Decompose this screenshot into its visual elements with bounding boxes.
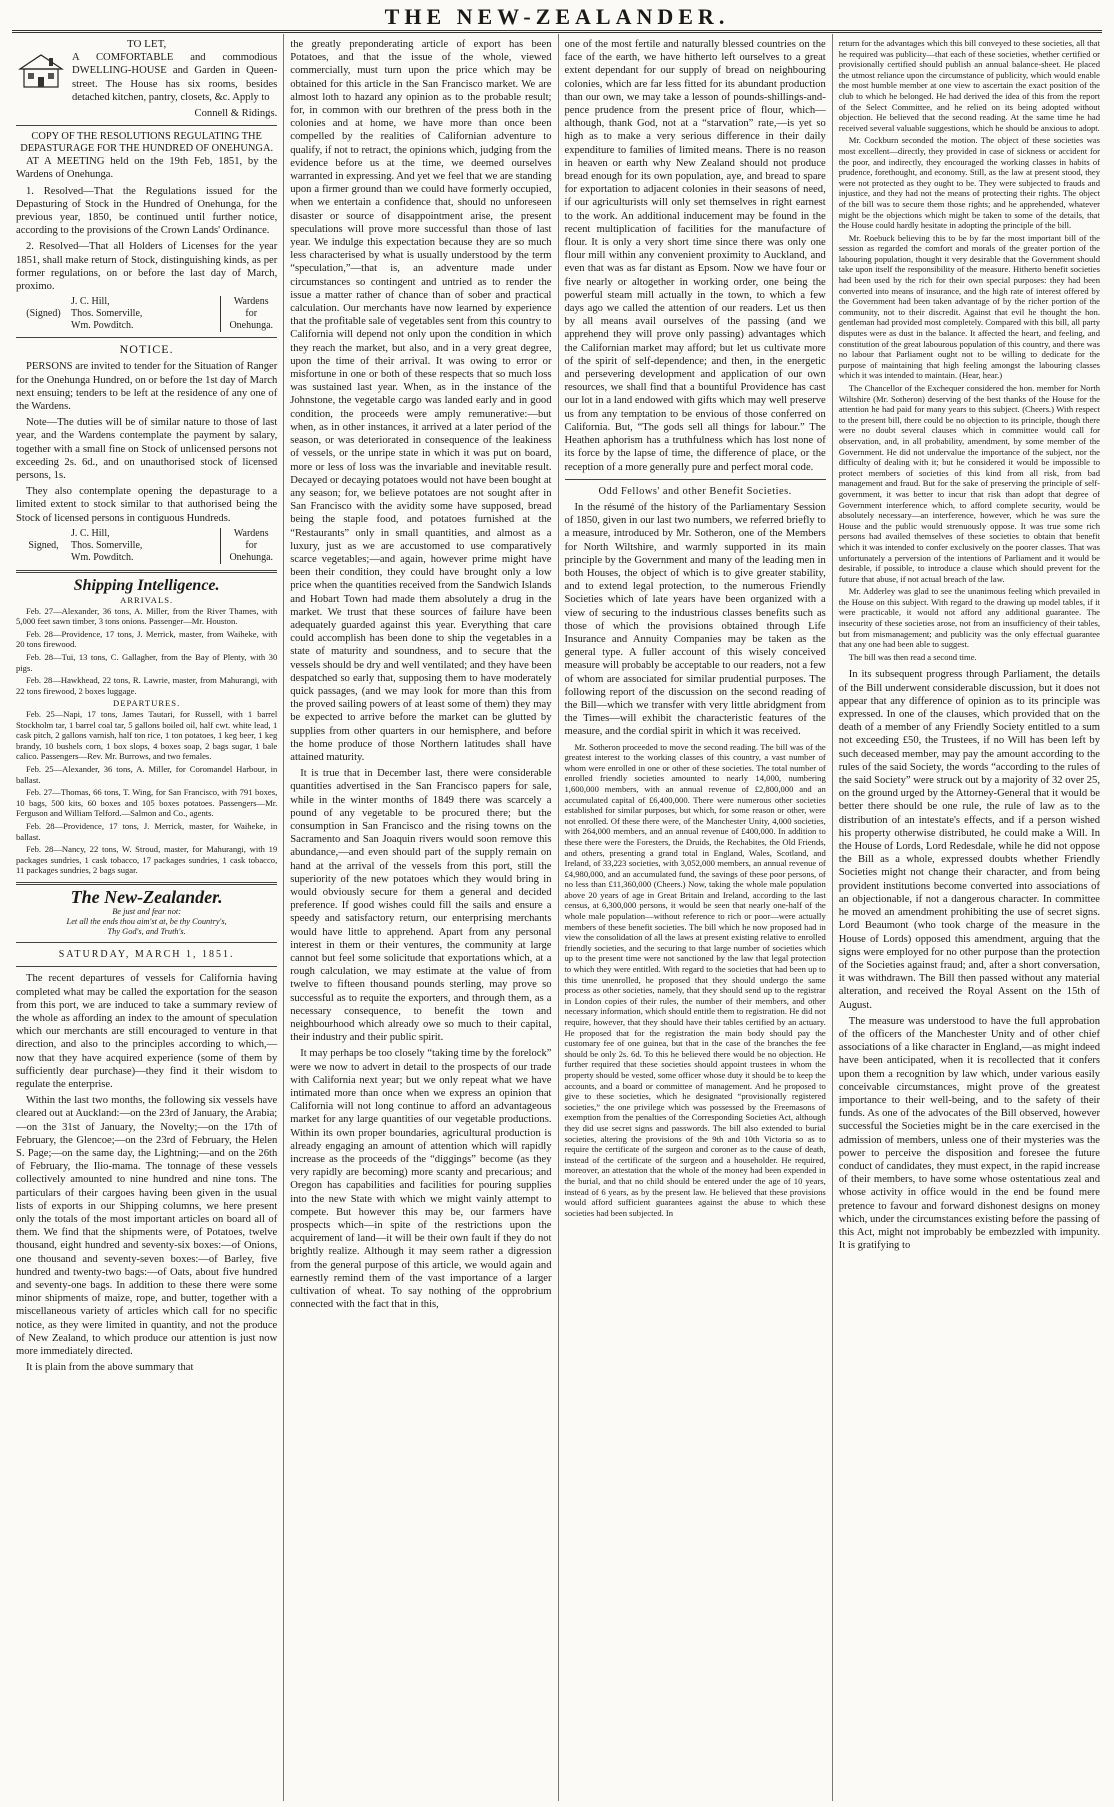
issue-date: SATURDAY, MARCH 1, 1851. (58, 949, 235, 961)
paper-title: The New-Zealander. (70, 886, 223, 907)
masthead: THE NEW-ZEALANDER. (384, 4, 730, 29)
editorial-para-2: Within the last two months, the following six vessels have cleared out at Auckland:—on the 23rd of January, the Arabia;—on the 31st of January, the Novelty;—on the 17th of February, the Glencoe;—on the 23rd of February, the Helen S. Page;—on the same day, the Lightning;—and on the 26th of February, the Ilio-mama. The tonnage of these vessels collectively amounted to nine hundred and nine tons. The particulars of their cargoes having been given in the usual lists of exports in our Shipping columns, we here present only the totals of the most important articles on board all of them. We find that the shipments were, of Potatoes, twelve thousand, eight hundred and seventy-six boxes:—of Onions, one thousand and seventy-seven boxes:—of Barley, five hundred and twenty-two bags:—of Oats, about five hundred and seventy-one bags. In addition to these there were some minor shipments of maize, rope, and butter, together with a miscellaneous variety of articles which call for no specific notice, as they were limited in quantity, and not the produce of New Zealand, to which produce our attention is just now more immediately directed. (16, 1095, 278, 1358)
column-4 (832, 34, 1106, 1801)
notice-para-2: Note—The duties will be of similar nature to those of last year, and the Wardens contemplate the payment by salary, together with a small fine on Stock of unlicensed persons not exceeding 2s. 6d., and on unauthorised stock of licensed persons, 1s. (16, 417, 278, 482)
list-item: Feb. 28—Tui, 13 tons, C. Gallagher, from the Bay of Plenty, with 30 pigs. (16, 652, 278, 673)
debate-para: Mr. Cockburn seconded the motion. The object of these societies was most excellent—directly, they provided in case of sickness or accident for the poor, and indirectly, they encouraged the working classes in habits of prudence, forethought, and economy. Still, as the law at present stood, they were not protected as they ought to be. They were subjected to frauds and injustice, and they had not the means of protecting their rights. The object of the bill was to secure them those rights; and he apprehended, whatever might be the objections which might be taken to some of the details, that the House could hardly hesitate in adopting the principle of the bill. (838, 135, 1100, 231)
to-let-body: A COMFORTABLE and commodious DWELLING-HOUSE and Garden in Queen-street. The House has six rooms, besides detached kitchen, pantry, closets, &c. Apply to (72, 52, 278, 103)
column-1 (10, 34, 283, 1801)
arrivals-list (16, 606, 277, 697)
editorial-para-1: The recent departures of vessels for California having completed what may be called the exportation for the season from this port, we are induced to take a summary review of the whole as affording an index to the amount of speculation which our merchants are still encouraged to venture in that direction, and also to the principles according to which,—now that they have acquired experience (some of them by sufficiently dear purchase)—they find it their wisdom to regulate the enterprise. (16, 973, 278, 1090)
editorial-para-6: It may perhaps be too closely “taking time by the forelock” were we now to advert in detail to the prospects of our trade with California next year; but we only repeat what we have intimated more than once when we express an opinion that California will not long continue to afford an advantageous market for any large quantities of our vegetable productions. Within its own proper boundaries, agricultural production is already engaging an amount of attention which will rapidly increase as the proceeds of the “diggings” become (as they very rapidly are becoming) more scanty and precarious; and Oregon has capabilities and facilities for pouring supplies into the new State with which we might vainly attempt to compete. But however this may be, our farmers have prospects which—in spite of the restrictions upon the acquirement of land—it will be their own fault if they do not brightly realize. Although it may seem rather a digression from the general purpose of this article, we would again and earnestly remind them of the vast importance of a larger cultivation of wheat. To say nothing of the opprobrium connected with the fact that in this, (290, 1048, 552, 1311)
wardens-signature-2: Signed, J. C. Hill, Thos. Somerville, Wm. Powditch. Wardens for Onehunga. (16, 528, 277, 564)
divider (16, 570, 277, 573)
departures-title: DEPARTURES. (113, 698, 181, 709)
list-item: Feb. 28—Providence, 17 tons, J. Merrick, master, from Waiheke, with 20 tons firewood. (16, 628, 278, 650)
notice-title: NOTICE. (119, 342, 174, 357)
debate-para: The bill was then read a second time. (848, 651, 977, 662)
oddfellows-para-1: In the résumé of the history of the Parliamentary Session of 1850, given in our last two numbers, we referred briefly to a measure, introduced by Mr. Sotheron, one of the Members for North Wiltshire, and warmly supported in its main principle by the Government and many of the leading men in both Houses, the object of which is to give greater stability, and to extend legal protection, to the numerous Friendly Societies which of late years have been organized with a view of securing to the industrious classes benefits such as those of which the provisions obtained through Life Insurance and Annuity Companies may be taken as the general type. A fuller account of this wisely conceived measure will probably be acceptable to our readers, not a few of whom are associated for similar prudential purposes. The following report of the discussion on the second reading of the Bill—which we transfer with very little abridgment from the Times—will exhibit the characteristic features of the measure, and the cordial spirit in which it was received. (564, 501, 826, 738)
resolutions-para-3: 2. Resolved—That all Holders of Licenses for the year 1851, shall make return of Stock, distinguishing kinds, as per former regulations, on or before the last day of March, proximo. (16, 241, 278, 293)
arrivals-title: ARRIVALS. (120, 595, 174, 606)
departures-list (16, 709, 277, 876)
editorial-para-3: It is plain from the above summary that (26, 1362, 194, 1374)
divider (16, 882, 277, 885)
debate-report-continued (839, 38, 1100, 662)
list-item: Feb. 25—Alexander, 36 tons, A. Miller, for Coromandel Harbour, in ballast. (16, 764, 278, 785)
editorial-para-4: the greatly preponderating article of export has been Potatoes, and that the issue of the whole, viewed commercially, must turn upon the price which may be obtained for this article in the San Francisco market. We are almost loth to hazard any opinion as to the probable result; for, in common with our brethren of the press both in the colonies and at home, we have more than once been compelled by the realities of Californian adventure to qualify, if not to retract, the opinions which, judging from the evidence before us at the time, we deemed ourselves warranted in expressing. And yet we feel that we are standing upon a firmer ground than we could have formerly occupied, when we entertain a confidence that, should no unforeseen disaster or source of disappointment arise, the present speculations will prove more successful than those of last year. We indulge this expectation because they are so much less characterised by what is usually understood by the term “speculation,”—that is, an adventure made under circumstances so contingent and untried as to render the issue a matter rather of chance than of sober and practical calculation. Our merchants have now learned by experience that the profitable sale of vegetables sent from this country to California will depend not only upon the condition in which they reach the market, but also, and in a very great degree, upon the time of their arrival. It was owing to error or misfortune in one or both of these respects that so much loss was sustained last year. When, as in the instance of the Johnstone, the vegetable cargo was landed early and in good condition, the proceeds were amply remunerative:—but when, as in other instances, it arrived at a later period of the season, or was deteriorated in consequence of the leakiness of vessels, or the unripe state in which it was put on board, more or less of loss was the invariable and inevitable result. Decayed or decaying potatoes would not have been bought at any season; for, we believe potatoes are not sought after in San Francisco with the avidity some have supposed, bread being the staple food, and potatoes furnished at the “Restaurants” only in small quantities, and almost as a luxury, just as we are accustomed to use comparatively scarce vegetables;—and again, however prime might have been their condition, they could have brought only a low price when the quantities received from the Sandwich Islands and Hobart Town had made them absolutely a drug in the market. We trust that these sources of failure have been adequately guarded against this year. Everything that care could accomplish has been done to ship the vegetables in a state of maturity and soundness, and to secure that the vessels should be dry and well ventilated; and they have been despatched so early that, supposing them to have moderately quick passages, (and we may look for more than this from the proved sailing powers of at least some of them) they may be expected to arrive before the market can be glutted by supplies from other quarters in our hemisphere, and before the home produce of those Northern latitudes shall have attained maturity. (290, 39, 552, 763)
column-2 (283, 34, 557, 1801)
oddfellows-para-2: In its subsequent progress through Parliament, the details of the Bill underwent considerable discussion, but it does not appear that any difference of opinion as to its principle was expressed. In one of the clauses, which provided that on the death of a member of any Friendly Society entitled to a sum not exceeding £50, the Trustees, if no Will has been left by such deceased member, may pay the amount according to the rules of the said Society, the words “according to the rules of the said Society” were struck out by a majority of 32 over 25, on the ground urged by the Attorney-General that it would be better there should be one rule, the rule of law as to the distribution of an intestate's effects, and if a person wished his property otherwise distributed, he could make a Will. In the House of Lords, Lord Redesdale, while he did not oppose the Bill as a whole, expressed doubts whether Friendly Societies might not change their character, and from being provident institutions become converted into associations of an objectionable, if not a dangerous character. In committee he moved an amendment prohibiting the use of secret signs. Lord Beaumont (who took charge of the measure in the House of Lords) opposed this amendment, arguing that the signs were employed for no other purpose than the protection of the Societies against fraud; and, after a short conversation, it was withdrawn. The Bill then passed without any material alteration, and received the Royal Assent on the 15th of August. (838, 669, 1100, 1011)
list-item: Feb. 28—Hawkhead, 22 tons, R. Lawrie, master, from Mahurangi, with 22 tons firewood, 2 boxes luggage. (16, 675, 278, 696)
divider (16, 966, 277, 967)
house-icon (16, 51, 66, 89)
debate-para: return for the advantages which this bill conveyed to these societies, all that he required was publicity—that each of these societies, whether certified or provisionally certified should publish an annual balance-sheet. He placed the utmost reliance upon the circumstance of publicity, which would enable the most humble member at one view to ascertain the exact position of the club to which he belonged. He had derived the idea of this from the report of the Select Committee, and he relied on its being adopted without objection. He believed that the second reading. At the same time he had received several valuable suggestions, which he should be anxious to adopt. (838, 38, 1100, 133)
divider (565, 479, 826, 480)
shipping-title: Shipping Intelligence. (73, 576, 220, 594)
to-let-ad (16, 51, 277, 120)
debate-para: The Chancellor of the Exchequer considered the hon. member for North Wiltshire (Mr. Sotheron) deserving of the best thanks of the House for the attention he had paid for many years to this subject. (Cheers.) With respect to the present bill, there could be no objection to its principle, though there were no doubt several clauses which in committee would call for observation, and, in all probability, amendment, by some member of the Government. He did not undervalue the importance of the subject, nor the difficulty of dealing with it; but he considered it would be impossible to protect members of societies of this kind from all risk, from bad management and fraud. But for the sake of preserving the principle of self-government, it was better to incur that risk than adopt that degree of Government interference which, to afford complete security, would be absolutely necessary—an interference, however, which he was sure the House and the public would strenuously oppose. It was true some rich persons had availed themselves of these societies to obtain that benefit which it was intended to confer exclusively on the poorer classes. That was unfortunately a perversion of the intentions of Parliament and it would be desirable, if possible, to introduce a clause which should prevent for the future that abuse, if not actual breach of the law. (838, 383, 1100, 584)
divider (16, 942, 277, 943)
columns (10, 34, 1106, 1801)
divider (16, 125, 277, 126)
oddfellows-para-3: The measure was understood to have the full approbation of the officers of the Manchester Unity and of other chief associations of a like character in England,—as might indeed have been anticipated, when it is recollected that it confers upon them a recognition by law which, under various easily conceivable circumstances, might prove of the greatest importance to their well-being, and to the safety of their funds. As one of the advocates of the Bill observed, however successful the Societies might be in the care exercised in the admission of members, unless one of their mysteries was the power to perceive the disposition and foresee the future conduct of candidates, they must expect, in the rapid increase of their members, to have some whose ostentatious zeal and whose activity in office would in the end be found mere pretence to favour and forward dishonest designs on money which, under the circumstances existing before the passing of this Act, might not improbably be embezzled with impunity. It is gratifying to (838, 1015, 1100, 1252)
editorial-para-7: one of the most fertile and naturally blessed countries on the face of the earth, we have hitherto left ourselves to a great extent dependant for our supply of bread on neighbouring colonies, which are far less fitted for its abundant production than our own, we may take a lesson of pounds-shillings-and-pence prudence from the present price of flour, which—although, thank God, not at a “starvation” rate,—is yet so high as to make a very serious difference in their daily expenditure to families of limited means. There is no reason in heaven or earth why New Zealand should not produce bread enough for its own population, aye, and bread to spare for exportation to adjacent colonies in their seasons of need, if our agriculturists will only set themselves in right earnest to the work. An additional inducement may be found in the recent multiplication of facilities for the manufacture of flour. It is only a very short time since there was only one flour mill within any convenient proximity to Auckland, and even that was as far distant as Epsom. Now we have four or five nearly or altogether in working order, one being the powerful steam mill actually in the town, to which a few days ago we called the attention of our readers. Let us then by all means avail ourselves of the passing (and we apprehend they will prove only passing) advantages which the Californian market may afford; but let us cultivate more of the spirit of self-dependence; and then, in the energetic and persevering development and application of our own resources, we shall find that a bountiful Providence has cast our lot in a land endowed with gifts which may well preserve us from any temptation to be envious of those conferred on California. But, “The gods sell all things for labour.” The Heathen aphorism has a truthfulness which has lost none of its force by the lapse of time, the difference of place, or the reception of a more generally pure and perfect moral code. (564, 39, 826, 473)
debate-report (565, 742, 826, 1219)
resolutions-para-2: 1. Resolved—That the Regulations issued for the Depasturing of Stock in the Hundred of Onehunga, for the previous year, 1850, be continued until further notice, according to the provisions of the Crown Lands' Ordinance. (16, 185, 278, 237)
resolutions-para-1: AT A MEETING held on the 19th Feb, 1851, by the Wardens of Onehunga. (16, 156, 278, 181)
list-item: Feb. 28—Providence, 17 tons, J. Merrick, master, for Waiheke, in ballast. (16, 820, 278, 842)
notice-para-3: They also contemplate opening the depasturage to a limited extent to stock similar to that authorised being the Stock of licensed persons in contiguous Hundreds. (16, 486, 278, 524)
debate-para: Mr. Adderley was glad to see the unanimous feeling which prevailed in the House on this subject. With regard to the drawing up model tables, if it were practicable, it would not afford any additional guarantee. The insecurity of these societies arose, not from an insufficiency of their tables, but from mismanagement; and publicity was the only effectual guarantee that any one had been able to suggest. (838, 586, 1100, 650)
oddfellows-title: Odd Fellows' and other Benefit Societies. (598, 485, 792, 497)
editorial-para-5: It is true that in December last, there were considerable quantities advertised in the San Francisco papers for sale, while in the winter months of 1849 there was scarcely a pound of any vegetable to be procured there; but the consumption in San Francisco and the rising towns on the Sacramento and San Joaquin rivers would soon remove this abundance,—and even should part of the supply remain on hand at the arrival of the vessels from this port, still the superiority of the new potatoes which they would bring in would obviously secure for them a general and decided preference. If good wishes could fill the sails and ensure a speedy and satisfactory return, our enterprising merchants would have little to apprehend. Apart from any personal interest in them or their ventures, the community at large cannot but feel some solicitude that exportations which, at a rough calculation, we may estimate at the value of from twelve to fifteen thousand pounds sterling, may prove so successful as to requite the exporters, and through them, as a necessary consequence, to benefit the town and neighbourhood which already owe so much to their capital, their industry and their public spirit. (290, 768, 552, 1044)
resolutions-title: COPY OF THE RESOLUTIONS REGULATING THE DEPASTURAGE FOR THE HUNDRED OF ONEHUNGA. (20, 131, 274, 155)
debate-para: Mr. Sotheron proceeded to move the second reading. The bill was of the greatest interest to the working classes of this country, a vast number of whom were enrolled in one or other of these societies. The total number of enrolled friendly societies amounted to nearly 14,000, numbering 1,600,000 members, with an annual revenue of £2,800,000 and an accumulated capital of £6,400,000. There were numerous other societies established for similar purposes, but which, for some reason or other, were not enrolled. Of these there were, of the Manchester Unity, 4,000 societies, with 264,000 members, and an annual revenue of £400,000. In addition to these there were the Foresters, the Druids, the Rechabites, the Old Friends, and others, presenting a grand total in England, Wales, Scotland, and Ireland, of 33,223 societies, with 3,052,000 members, an annual revenue of £4,980,000, and an accumulated fund, the savings of these poor persons, of no less than £11,360,000 (Cheers.) Now, taking the whole male population above 20 years of age in Great Britain and Ireland, according to the last census, at 6,300,000 persons, it would be seen that nearly one-half of the whole male population—without reference to rich or poor—were actually members of these benefit societies. The bill which he now proposed had in view the consolidation of all the laws at present existing relative to enrolled friendly societies, and the securing to that large number of societies which up to the present time were not sanctioned by the law that legal protection to which they were entitled. With regard to the societies that had been up to this time unenrolled, he proposed that they should undergo the same process as other societies, namely, that they should send up to the registrar in London copies of their rules, the number of their members, and other necessary information, which should entitle them to registration. He did not require, however, that they should have their tables certified by an actuary. He proposed that for the registration the main body should pay the customary fee of one guinea, but that in the case of the branches the fee should be only 2s. 6d. To this he believed there would be no objection. He further required that these societies should appoint trustees in whom the property should be vested, some officer whose duty it should be to keep the accounts, and a board or committee of management. And he proposed to give to these societies, which he designated “provisionally registered societies,” the one privilege which was possessed by the Freemasons of exemption from the penalties of the Corresponding Societies Act, although they did use secret signs and passwords. The bill also extended to burial societies, altering the provisions of the 9th and 10th Victoria so as to require the certificate of the surgeon and coroner as to the cause of death, instead of the certificate of the surgeon and a householder. He required, moreover, an attestation that the whole of the money had been expended in the burial, and that no child should be entered under the age of 10 years, instead of 6 years, as by the present law. He believed that these provisions would afford sufficient guarantees against the abuse to which these societies had been subjected. In (564, 741, 826, 1218)
list-item: Feb. 27—Thomas, 66 tons, T. Wing, for San Francisco, with 791 boxes, 10 bags, 500 kits, 60 boxes and 105 boxes potatoes. Passengers—Mr. Ferguson and William Telford.—Salmon and Co., agents. (16, 787, 278, 819)
notice-para-1: PERSONS are invited to tender for the Situation of Ranger for the Onehunga Hundred, on or before the 1st day of March next ensuing; tenders to be left at the residence of any one of the Wardens. (16, 361, 278, 413)
divider (16, 337, 277, 338)
masthead-rule (12, 30, 1102, 33)
motto: Be just and fear not: Let all the ends thou aim'st at, be thy Country's, Thy God's, and Truth's. (66, 907, 227, 937)
debate-para: Mr. Roebuck believing this to be by far the most important bill of the session as regarded the comfort and morals of the greater portion of the labouring population, thought it very desirable that the Government should take upon itself the responsibility of the measure. Hitherto benefit societies had been used by the rich for their own special purposes: they had been converted into means of insurance, and the high rate of interest offered by the Government had been taken advantage of by the richer portion of the community, not to their discredit. Against that evil he thought the hon. gentleman had provided most completely. Compared with this bill, all party disputes were as dust in the balance. It affected the heart, and feeling, and constitution of the great labourous population of this country, and there was no labour that Parliament ought not to be willing to dedicate for the purpose of maintaining that high feeling amongst the labouring classes which it was intended to maintain. (Hear, hear.) (838, 232, 1100, 381)
list-item: Feb. 27—Alexander, 36 tons, A. Miller, from the River Thames, with 5,000 feet sawn timber, 3 tons onions. Passenger—Mr. Houston. (16, 605, 278, 627)
list-item: Feb. 28—Nancy, 22 tons, W. Stroud, master, for Mahurangi, with 19 packages sundries, 1 cask tobacco, 17 packages sundries, 1 cask tobacco, 11 packages sundries, 2 bags sugar. (16, 844, 278, 876)
to-let-title: TO LET, (126, 38, 167, 50)
wardens-signature-1: (Signed) J. C. Hill, Thos. Somerville, Wm. Powditch. Wardens for Onehunga. (16, 296, 277, 332)
column-3 (558, 34, 832, 1801)
list-item: Feb. 25—Napi, 17 tons, James Tautari, for Russell, with 1 barrel Stockholm tar, 1 barrel coal tar, 5 gallons boiled oil, half cwt. white lead, 1 cask pitch, 2 gallons varnish, half ton rice, 1 ton potatoes, 1 keg beer, 1 keg brandy, 10 bushels corn, 1 box slops, 4 boxes soap, 2 bags sugar, 1 bale calico. Passengers—Rev. Mr. Burrows, and two females. (16, 709, 278, 762)
to-let-signature: Connell & Ridings. (194, 108, 278, 120)
